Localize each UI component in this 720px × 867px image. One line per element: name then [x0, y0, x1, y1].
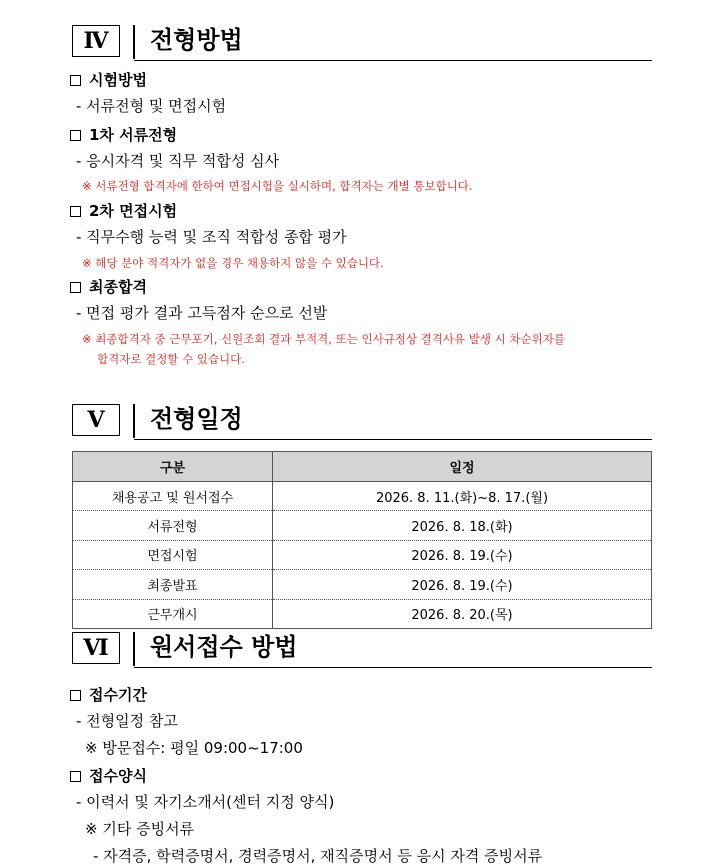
checkbox-icon [70, 690, 81, 701]
item-text: - 자격증, 학력증명서, 경력증명서, 재직증명서 등 응시 자격 증빙서류 [93, 847, 543, 865]
table-cell: 2026. 8. 19.(수) [273, 570, 652, 599]
table-cell: 근무개시 [73, 599, 273, 628]
heading-interview: 2차 면접시험 [70, 200, 720, 221]
table-row [73, 570, 652, 599]
table-cell: 서류전형 [73, 511, 273, 540]
table-row [73, 599, 652, 628]
note-text: ※ 방문접수: 평일 09:00~17:00 [85, 739, 303, 757]
section-header-5 [72, 404, 652, 440]
table-cell: 2026. 8. 18.(화) [273, 511, 652, 540]
section-header-4 [72, 25, 652, 61]
item-text: - 면접 평가 결과 고득점자 순으로 선발 [76, 304, 328, 322]
section-number: Ⅳ [72, 25, 120, 57]
table-cell: 면접시험 [73, 540, 273, 569]
note-text: ※ 기타 증빙서류 [85, 820, 195, 838]
heading-application-form: 접수양식 [70, 765, 720, 786]
table-cell: 2026. 8. 11.(화)~8. 17.(월) [273, 482, 652, 511]
heading-final-pass: 최종합격 [70, 276, 720, 297]
note-text: ※ 최종합격자 중 근무포기, 신원조회 결과 부적격, 또는 인사규정상 결격사유 발생 시 차순위자를 [82, 332, 565, 346]
table-cell: 2026. 8. 19.(수) [273, 540, 652, 569]
schedule-table [72, 451, 652, 629]
table-row [73, 482, 652, 511]
table-cell: 2026. 8. 20.(목) [273, 599, 652, 628]
underline [134, 60, 652, 62]
heading-exam-method: 시험방법 [70, 69, 720, 90]
section-header-6 [72, 632, 652, 668]
table-row [73, 511, 652, 540]
divider [133, 404, 135, 438]
checkbox-icon [70, 771, 81, 782]
heading-application-period: 접수기간 [70, 684, 720, 705]
note-text-cont: 합격자로 결정할 수 있습니다. [97, 352, 245, 366]
section-number: Ⅴ [72, 404, 120, 436]
section-title: 전형일정 [150, 405, 243, 433]
checkbox-icon [70, 75, 81, 86]
checkbox-icon [70, 130, 81, 141]
checkbox-icon [70, 282, 81, 293]
table-cell: 최종발표 [73, 570, 273, 599]
table-row [73, 540, 652, 569]
table-header-row [73, 452, 652, 482]
column-header: 구분 [73, 452, 273, 482]
note-text: ※ 서류전형 합격자에 한하여 면접시험을 실시하며, 합격자는 개별 통보합니다. [82, 179, 473, 193]
section-title: 전형방법 [150, 26, 243, 54]
item-text: - 이력서 및 자기소개서(센터 지정 양식) [76, 793, 335, 811]
underline [134, 667, 652, 669]
underline [134, 439, 652, 441]
heading-document-screening: 1차 서류전형 [70, 124, 720, 145]
column-header: 일정 [273, 452, 652, 482]
divider [133, 25, 135, 59]
note-text: ※ 해당 분야 적격자가 없을 경우 채용하지 않을 수 있습니다. [82, 256, 384, 270]
checkbox-icon [70, 206, 81, 217]
section-number: Ⅵ [72, 632, 120, 664]
item-text: - 서류전형 및 면접시험 [76, 97, 227, 115]
divider [133, 632, 135, 666]
section-title: 원서접수 방법 [150, 633, 298, 661]
table-cell: 채용공고 및 원서접수 [73, 482, 273, 511]
item-text: - 전형일정 참고 [76, 712, 178, 730]
item-text: - 응시자격 및 직무 적합성 심사 [76, 152, 280, 170]
item-text: - 직무수행 능력 및 조직 적합성 종합 평가 [76, 228, 347, 246]
